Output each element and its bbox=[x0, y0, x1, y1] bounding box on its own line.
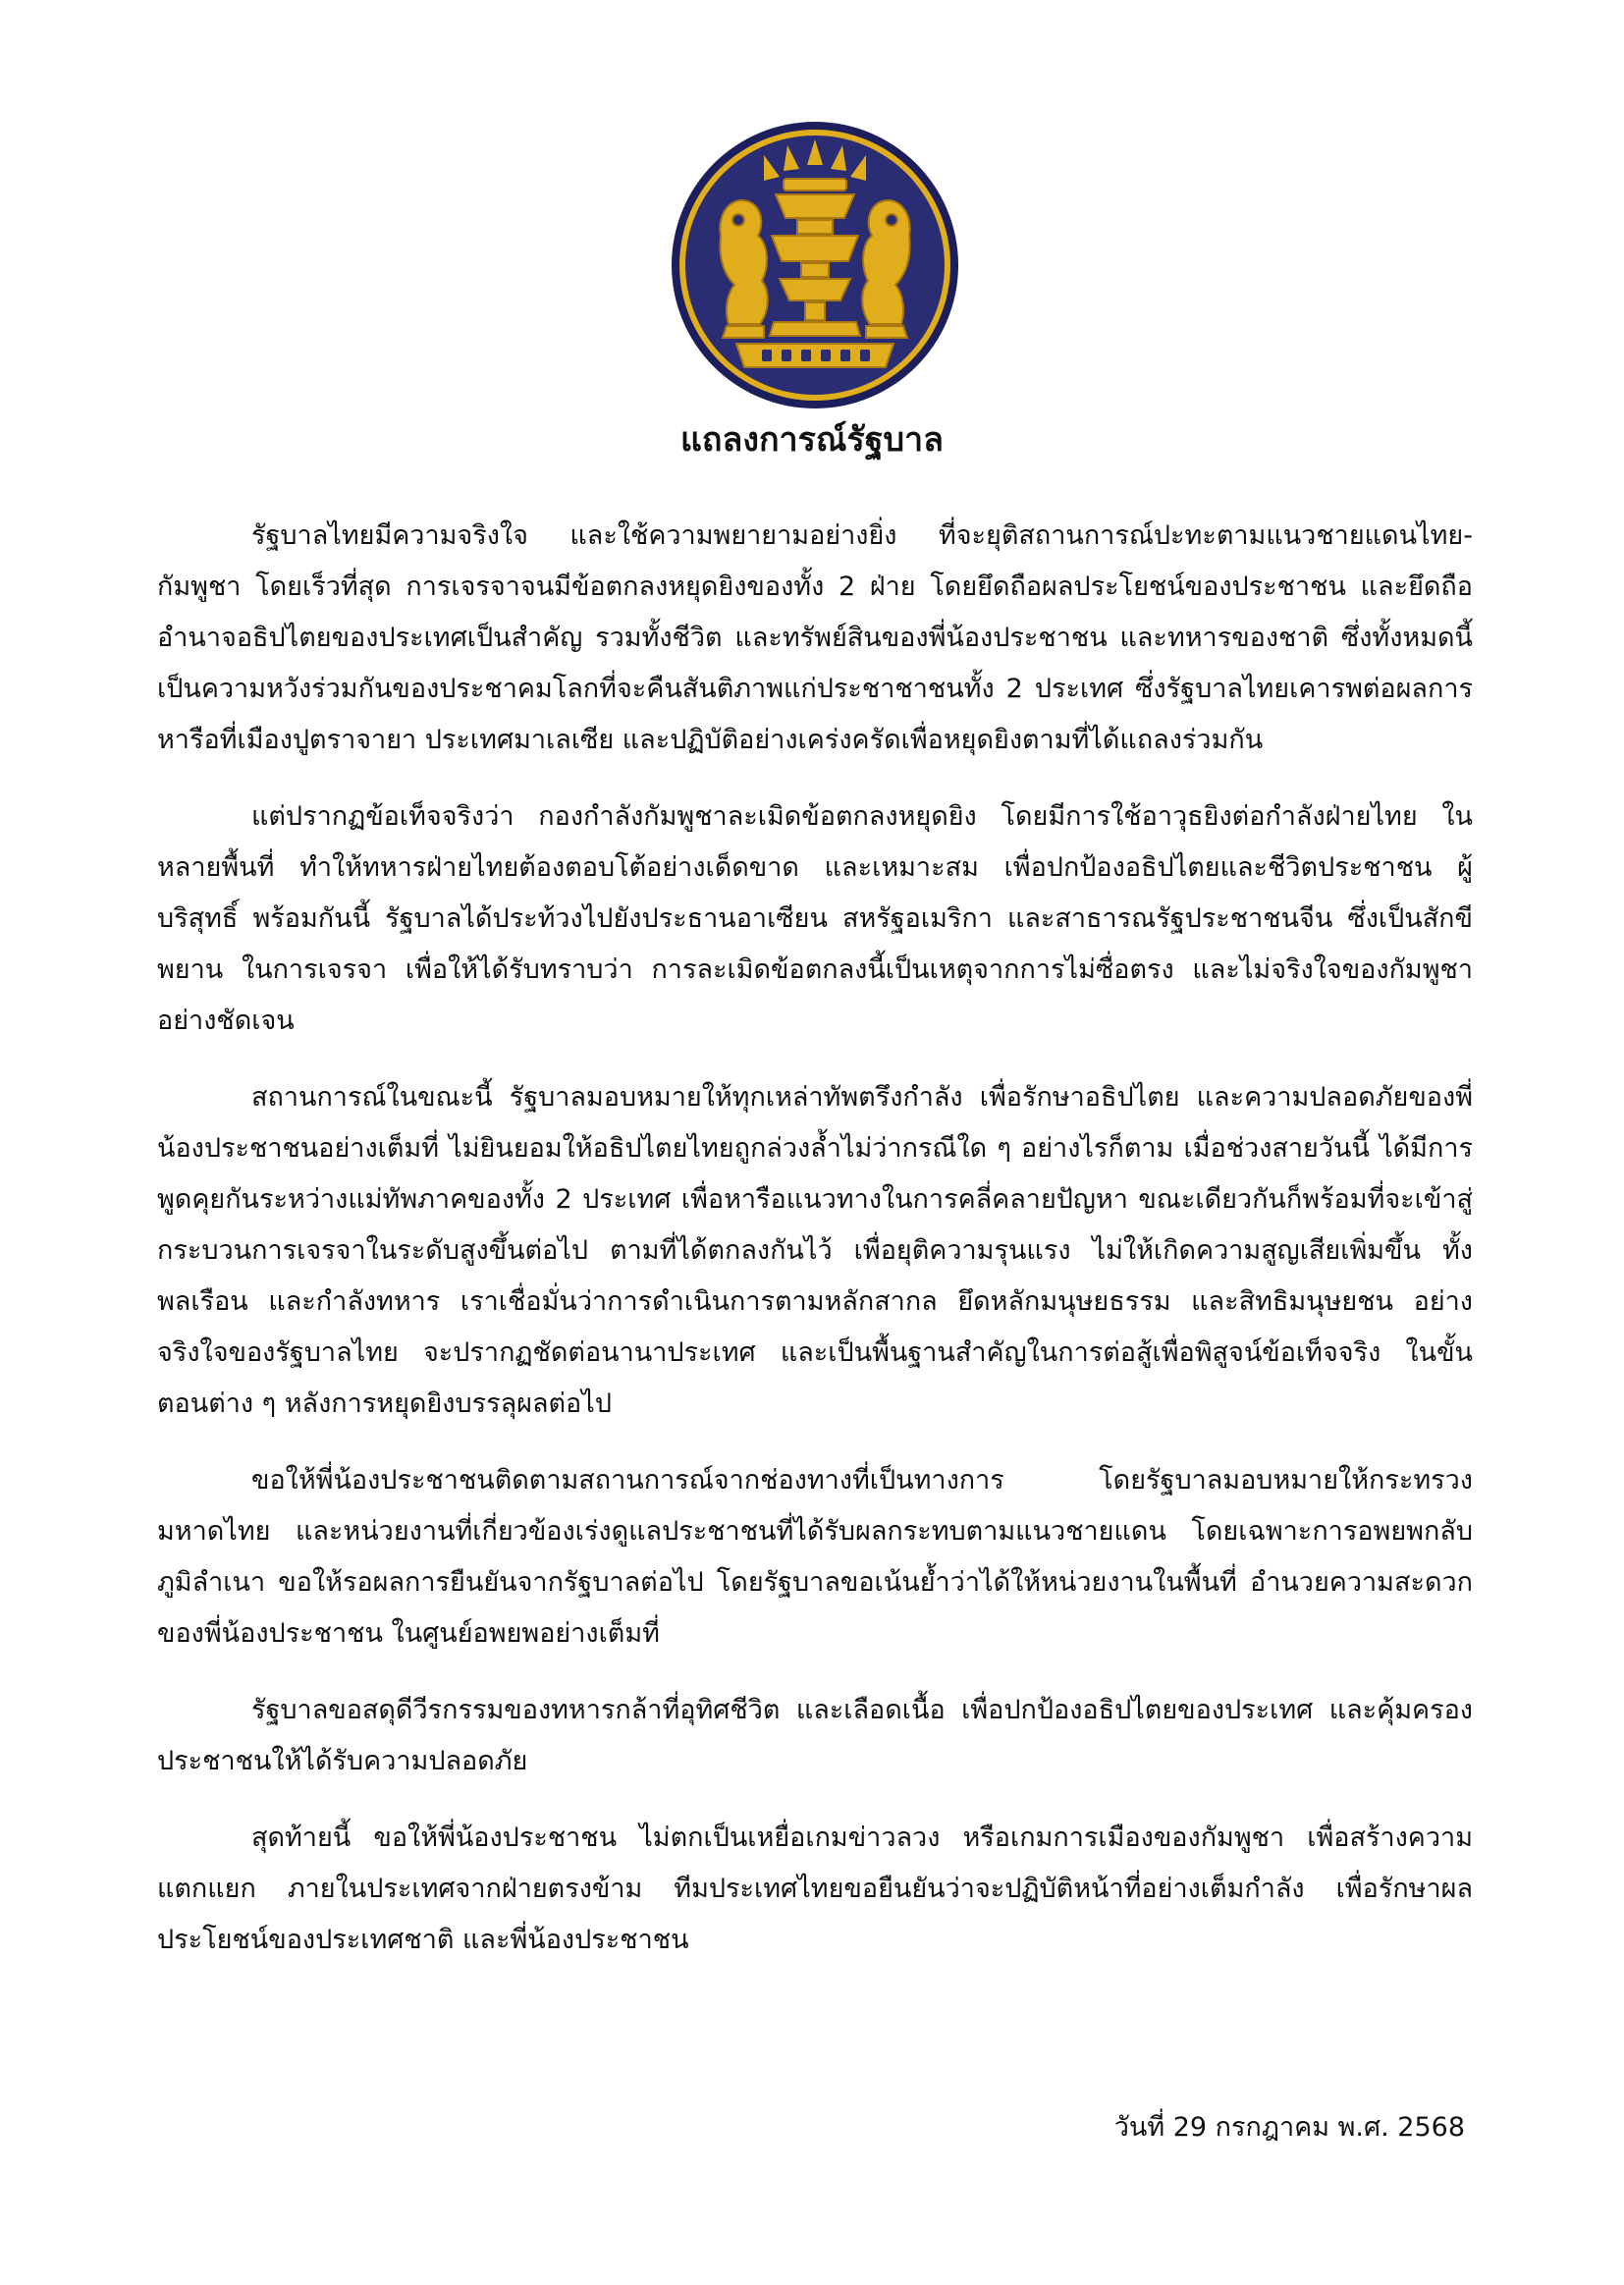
paragraph-2: แต่ปรากฏข้อเท็จจริงว่า กองกำลังกัมพูชาละเมิดข้อตกลงหยุดยิง โดยมีการใช้อาวุธยิงต่อกำลังฝ่ายไทย ในหลายพื้นที่ ทำให้ทหารฝ่ายไทยต้องตอบโต้อย่างเด็ดขาด และเหมาะสม เพื่อปกป้องอธิปไตยและชีวิตประชาชน ผู้บริสุทธิ์ พร้อมกันนี้ รัฐบาลได้ประท้วงไปยังประธานอาเซียน สหรัฐอเมริกา และสาธารณรัฐประชาชนจีน ซึ่งเป็นสักขีพยาน ในการเจรจา เพื่อให้ได้รับทราบว่า การละเมิดข้อตกลงนี้เป็นเหตุจากการไม่ซื่อตรง และไม่จริงใจของกัมพูชาอย่างชัดเจน bbox=[157, 801, 1473, 1036]
statement-body bbox=[157, 511, 1473, 1991]
paragraph-1: รัฐบาลไทยมีความจริงใจ และใช้ความพยายามอย่างยิ่ง ที่จะยุติสถานการณ์ปะทะตามแนวชายแดนไทย-กัมพูชา โดยเร็วที่สุด การเจรจาจนมีข้อตกลงหยุดยิงของทั้ง 2 ฝ่าย โดยยึดถือผลประโยชน์ของประชาชน และยึดถืออำนาจอธิปไตยของประเทศเป็นสำคัญ รวมทั้งชีวิต และทรัพย์สินของพี่น้องประชาชน และทหารของชาติ ซึ่งทั้งหมดนี้ เป็นความหวังร่วมกันของประชาคมโลกที่จะคืนสันติภาพแก่ประชาชาชนทั้ง 2 ประเทศ ซึ่งรัฐบาลไทยเคารพต่อผลการหารือที่เมืองปูตราจายา ประเทศมาเลเซีย และปฏิบัติอย่างเคร่งครัดเพื่อหยุดยิงตามที่ได้แถลงร่วมกัน bbox=[157, 520, 1473, 755]
paragraph-3: สถานการณ์ในขณะนี้ รัฐบาลมอบหมายให้ทุกเหล่าทัพตรึงกำลัง เพื่อรักษาอธิปไตย และความปลอดภัยของพี่น้องประชาชนอย่างเต็มที่ ไม่ยินยอมให้อธิปไตยไทยถูกล่วงล้ำไม่ว่ากรณีใด ๆ อย่างไรก็ตาม เมื่อช่วงสายวันนี้ ได้มีการพูดคุยกันระหว่างแม่ทัพภาคของทั้ง 2 ประเทศ เพื่อหารือแนวทางในการคลี่คลายปัญหา ขณะเดียวกันก็พร้อมที่จะเข้าสู่กระบวนการเจรจาในระดับสูงขึ้นต่อไป ตามที่ได้ตกลงกันไว้ เพื่อยุติความรุนแรง ไม่ให้เกิดความสูญเสียเพิ่มขึ้น ทั้งพลเรือน และกำลังทหาร เราเชื่อมั่นว่าการดำเนินการตามหลักสากล ยึดหลักมนุษยธรรม และสิทธิมนุษยชน อย่างจริงใจของรัฐบาลไทย จะปรากฏชัดต่อนานาประเทศ และเป็นพื้นฐานสำคัญในการต่อสู้เพื่อพิสูจน์ข้อเท็จจริง ในขั้นตอนต่าง ๆ หลังการหยุดยิงบรรลุผลต่อไป bbox=[157, 1082, 1473, 1419]
paragraph-5: รัฐบาลขอสดุดีวีรกรรมของทหารกล้าที่อุทิศชีวิต และเลือดเนื้อ เพื่อปกป้องอธิปไตยของประเทศ และคุ้มครองประชาชนให้ได้รับความปลอดภัย bbox=[157, 1695, 1473, 1776]
thai-government-seal-icon bbox=[668, 118, 962, 412]
statement-date: วันที่ 29 กรกฎาคม พ.ศ. 2568 bbox=[1113, 2112, 1465, 2143]
paragraph-4: ขอให้พี่น้องประชาชนติดตามสถานการณ์จากช่องทางที่เป็นทางการ โดยรัฐบาลมอบหมายให้กระทรวงมหาดไทย และหน่วยงานที่เกี่ยวข้องเร่งดูแลประชาชนที่ได้รับผลกระทบตามแนวชายแดน โดยเฉพาะการอพยพกลับภูมิลำเนา ขอให้รอผลการยืนยันจากรัฐบาลต่อไป โดยรัฐบาลขอเน้นย้ำว่าได้ให้หน่วยงานในพื้นที่ อำนวยความสะดวกของพี่น้องประชาชน ในศูนย์อพยพอย่างเต็มที่ bbox=[157, 1465, 1473, 1649]
document-title: แถลงการณ์รัฐบาล bbox=[680, 420, 944, 460]
paragraph-6: สุดท้ายนี้ ขอให้พี่น้องประชาชน ไม่ตกเป็นเหยื่อเกมข่าวลวง หรือเกมการเมืองของกัมพูชา เพื่อสร้างความแตกแยก ภายในประเทศจากฝ่ายตรงข้าม ทีมประเทศไทยขอยืนยันว่าจะปฏิบัติหน้าที่อย่างเต็มกำลัง เพื่อรักษาผลประโยชน์ของประเทศชาติ และพี่น้องประชาชน bbox=[157, 1823, 1473, 1955]
